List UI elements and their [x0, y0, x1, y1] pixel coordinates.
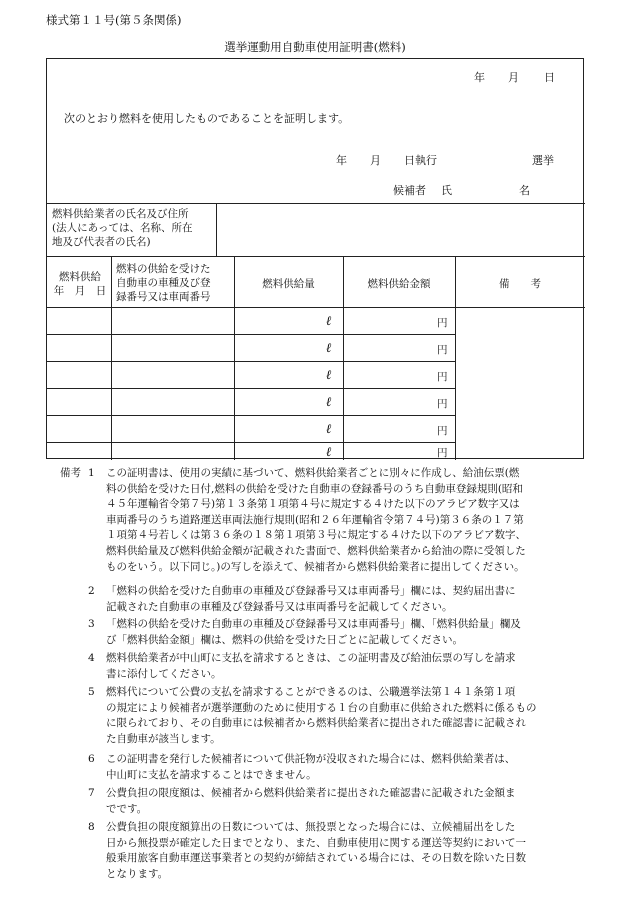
form-number: 様式第１１号(第５条関係): [46, 13, 182, 27]
yen-unit: 円: [437, 447, 448, 459]
election-month-label: 月: [370, 154, 381, 167]
liter-unit: ℓ: [326, 341, 332, 356]
candidate-label: 候補者: [393, 184, 426, 197]
liter-unit: ℓ: [326, 314, 332, 329]
note-item: 3 「燃料の供給を受けた自動車の車種及び登録番号又は車両番号」欄、「燃料供給量」欄及 び「燃料供給金額」欄は、燃料の供給を受けた日ごとに記載してください。: [88, 618, 521, 646]
certification-statement: 次のとおり燃料を使用したものであることを証明します。: [64, 112, 350, 125]
issue-month-label: 月: [508, 71, 519, 84]
note-item: 8 公費負担の限度額算出の日数については、無投票となった場合には、立候補届出をした 日から無投票が確定した日までとなり、また、自動車使用に関する運送等契約において一 般乗用旅客自動車運送事業者との契約が締結されている場合には、その日数を除いた日数 となります。: [88, 821, 526, 880]
yen-unit: 円: [437, 317, 448, 329]
header-fuel-amount: 燃料供給量: [262, 278, 315, 290]
liter-unit: ℓ: [326, 395, 332, 410]
note-item: 7 公費負担の限度額は、候補者から燃料供給業者に提出された確認書に記載された金額ま でです。: [88, 787, 516, 815]
liter-unit: ℓ: [326, 368, 332, 383]
note-item: 2 「燃料の供給を受けた自動車の車種及び登録番号又は車両番号」欄には、契約届出書に 記載された自動車の車種及び登録番号又は車両番号を記載してください。: [88, 585, 516, 613]
note-item: 4 燃料供給業者が中山町に支払を請求するときは、この証明書及び給油伝票の写しを請求 書に添付してください。: [88, 652, 516, 680]
yen-unit: 円: [437, 425, 448, 437]
issue-day-label: 日: [544, 71, 555, 84]
header-supply-date: 燃料供給 年 月 日: [53, 271, 107, 297]
document-title: 選挙運動用自動車使用証明書(燃料): [224, 40, 406, 54]
issue-year-label: 年: [474, 71, 485, 84]
election-date-label: 日執行: [404, 154, 437, 167]
candidate-surname-label: 氏: [441, 184, 452, 197]
supplier-label: 燃料供給業者の氏名及び住所 (法人にあっては、名称、所在 地及び代表者の氏名): [52, 208, 193, 248]
yen-unit: 円: [437, 398, 448, 410]
note-item: 5 燃料代について公費の支払を請求することができるのは、公職選挙法第１４１条第１項 の規定により候補者が選挙運動のために使用する１台の自動車に供給された燃料に係るもの に限られており、その自動車には候補者から燃料供給業者に提出された確認書に記載され た自動車が該当します。: [88, 686, 537, 745]
election-label: 選挙: [532, 154, 554, 167]
supplier-value[interactable]: [219, 205, 581, 253]
note-item: 6 この証明書を発行した候補者について供託物が没収された場合には、燃料供給業者は、 中山町に支払を請求することはできません。: [88, 753, 516, 781]
note-item: 1 この証明書は、使用の実績に基づいて、燃料供給業者ごとに別々に作成し、給油伝票(燃 料の供給を受けた日付,燃料の供給を受けた自動車の登録番号のうち自動車登録規則(昭和 ４５年運輸省令第７号)第１３条第１項第４号に規定する４けた以下のアラビア数字又は 車両番号のうち道路運送車両法施行規則(昭和２６年運輸省令第７４号)第３６条の１７第 １項第４号若しくは第３６条の１８第１項第３号に規定する４けた以下のアラビア数字、 燃料供給量及び燃料供給金額が記載された書面で、燃料供給業者から給油の際に受領した ものをいう。以下同じ。)の写しを添えて、候補者から燃料供給業者に提出してください。: [88, 467, 526, 573]
liter-unit: ℓ: [326, 445, 332, 460]
header-remarks: 備 考: [499, 278, 541, 290]
candidate-given-name-label: 名: [519, 184, 530, 197]
yen-unit: 円: [437, 344, 448, 356]
liter-unit: ℓ: [326, 422, 332, 437]
notes-label: 備考: [60, 467, 81, 479]
header-vehicle: 燃料の供給を受けた 自動車の車種及び登 録番号又は車両番号: [116, 263, 211, 303]
yen-unit: 円: [437, 371, 448, 383]
election-year-label: 年: [336, 154, 347, 167]
header-fuel-price: 燃料供給金額: [367, 278, 431, 290]
certificate-form: [46, 58, 584, 459]
